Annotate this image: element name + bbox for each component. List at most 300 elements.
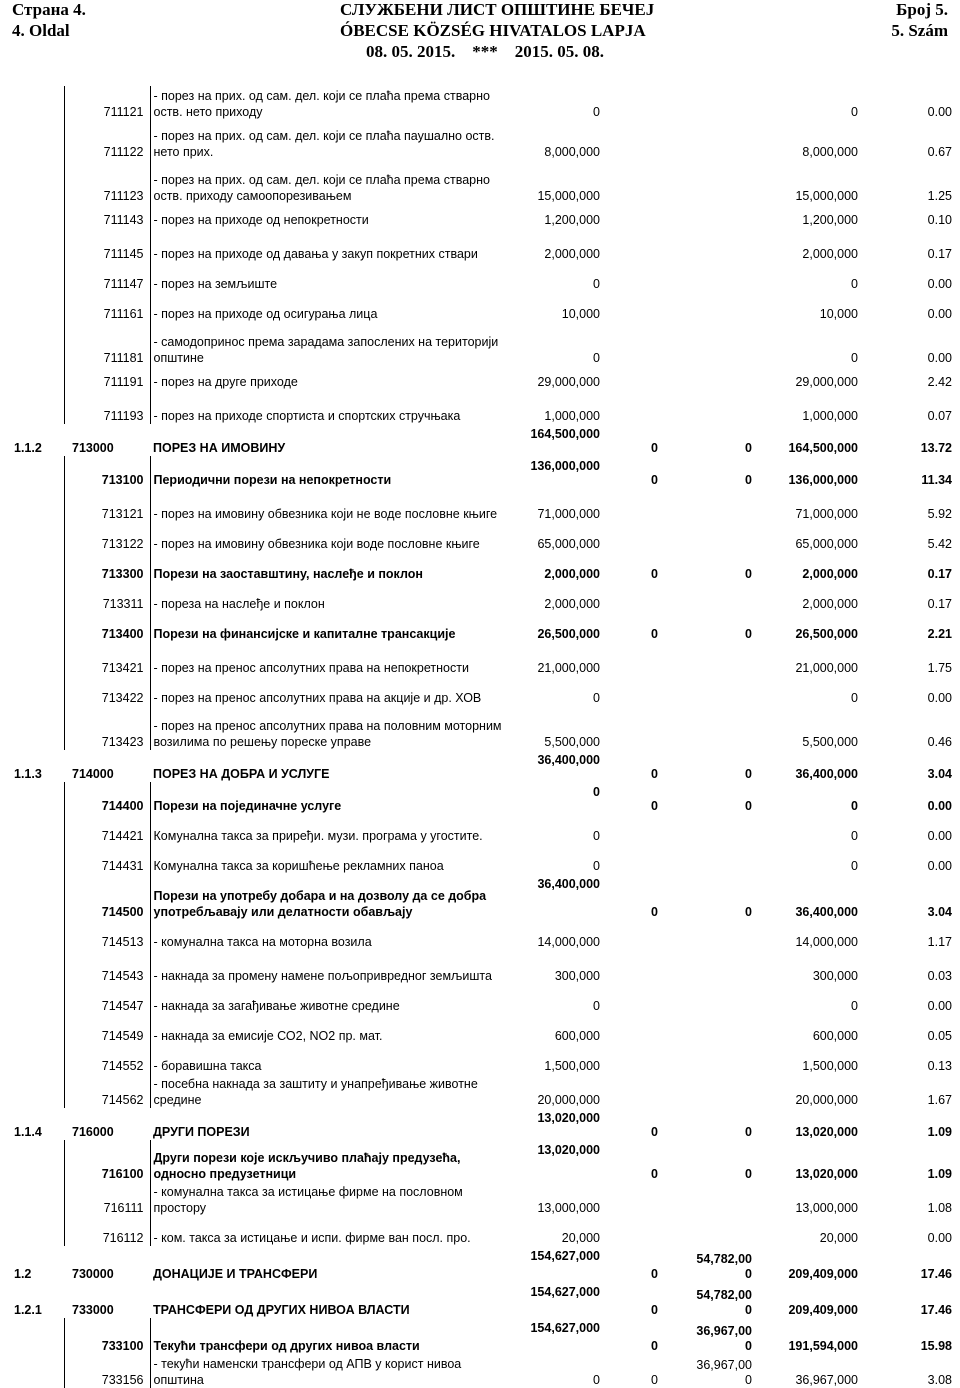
amount-cell: 13,020,000 bbox=[537, 1111, 600, 1125]
table-row bbox=[12, 1044, 954, 1074]
amount-cell: 154,627,000 bbox=[530, 1321, 600, 1335]
gazette-title-sr: СЛУЖБЕНИ ЛИСТ ОПШТИНЕ БЕЧЕЈ bbox=[340, 0, 655, 19]
table-row bbox=[12, 160, 954, 204]
account-code-cell: 711123 bbox=[64, 160, 150, 204]
total-cell: 0 bbox=[851, 105, 858, 119]
amount-2-cell: 0 bbox=[651, 1339, 658, 1353]
amount-2-cell bbox=[602, 160, 662, 204]
account-code-cell: 711181 bbox=[64, 322, 150, 366]
amount-cell: 0 bbox=[593, 859, 600, 873]
section-number-cell bbox=[12, 950, 64, 984]
percent-cell: 3.04 bbox=[927, 767, 952, 781]
amount-3-cell bbox=[662, 706, 754, 750]
amount-cell: 71,000,000 bbox=[537, 507, 600, 521]
table-row bbox=[12, 366, 954, 390]
percent-cell: 0.05 bbox=[927, 1029, 952, 1043]
section-number-cell: 1.1.2 bbox=[14, 441, 42, 455]
section-number-cell bbox=[12, 262, 64, 292]
total-cell: 0 bbox=[851, 351, 858, 365]
description-cell: - порез на приходе спортиста и спортских стручњака bbox=[153, 409, 461, 423]
total-cell: 13,020,000 bbox=[795, 1125, 858, 1139]
amount-2-cell: 0 bbox=[651, 1373, 658, 1387]
percent-cell: 3.08 bbox=[927, 1373, 952, 1387]
section-number-cell: 1.2.1 bbox=[14, 1303, 42, 1317]
percent-cell: 0.00 bbox=[927, 799, 952, 813]
table-row bbox=[12, 1140, 954, 1182]
section-number-cell bbox=[12, 844, 64, 874]
table-row bbox=[12, 424, 954, 456]
account-code-cell: 714431 bbox=[64, 844, 150, 874]
percent-cell: 0.03 bbox=[927, 969, 952, 983]
percent-cell: 5.42 bbox=[927, 537, 952, 551]
section-number-cell bbox=[12, 874, 64, 920]
percent-cell: 0.17 bbox=[927, 247, 952, 261]
total-cell: 13,020,000 bbox=[795, 1167, 858, 1181]
amount-3-cell bbox=[662, 204, 754, 228]
description-cell: Текући трансфери од других нивоа власти bbox=[153, 1339, 420, 1353]
amount-3-cell bbox=[662, 390, 754, 424]
description-cell: Порези на употребу добара и на дозволу да се добра употребљавају или делатности обављају bbox=[153, 889, 487, 919]
percent-cell: 0.67 bbox=[927, 145, 952, 159]
section-number-cell bbox=[12, 522, 64, 552]
account-code-cell: 713421 bbox=[64, 642, 150, 676]
section-number-cell bbox=[12, 1182, 64, 1216]
amount-3-cell bbox=[662, 984, 754, 1014]
description-cell: Комунална такса за коришћење рекламних паноа bbox=[153, 859, 444, 873]
amount-3-cell bbox=[662, 1074, 754, 1108]
total-cell: 8,000,000 bbox=[802, 145, 858, 159]
percent-cell: 13.72 bbox=[920, 441, 952, 455]
section-number-cell: 1.2 bbox=[14, 1267, 32, 1281]
description-cell: ДРУГИ ПОРЕЗИ bbox=[153, 1125, 250, 1139]
account-code-cell: 714000 bbox=[72, 767, 114, 781]
amount-2-cell bbox=[602, 522, 662, 552]
amount-3-cell bbox=[662, 522, 754, 552]
amount-3-cell: 36,967,00 0 bbox=[696, 1358, 752, 1387]
page-header bbox=[0, 0, 960, 82]
section-number-cell: 1.1.4 bbox=[14, 1125, 42, 1139]
section-number-cell bbox=[12, 582, 64, 612]
amount-2-cell bbox=[602, 1074, 662, 1108]
account-code-cell: 713300 bbox=[64, 552, 150, 582]
account-code-cell: 711191 bbox=[64, 366, 150, 390]
amount-3-cell bbox=[662, 292, 754, 322]
amount-cell: 1,000,000 bbox=[544, 409, 600, 423]
total-cell: 0 bbox=[851, 859, 858, 873]
amount-2-cell bbox=[602, 950, 662, 984]
amount-cell: 26,500,000 bbox=[537, 627, 600, 641]
amount-2-cell bbox=[602, 676, 662, 706]
account-code-cell: 713121 bbox=[64, 488, 150, 522]
table-row bbox=[12, 950, 954, 984]
total-cell: 191,594,000 bbox=[788, 1339, 858, 1353]
table-row bbox=[12, 456, 954, 488]
amount-cell: 1,200,000 bbox=[544, 213, 600, 227]
page-number-hu: 4. Oldal bbox=[12, 21, 70, 40]
percent-cell: 0.00 bbox=[927, 1231, 952, 1245]
total-cell: 65,000,000 bbox=[795, 537, 858, 551]
description-cell: - порез на друге приходе bbox=[153, 375, 298, 389]
percent-cell: 17.46 bbox=[920, 1303, 952, 1317]
description-cell: - порез на приходе од осигурања лица bbox=[153, 307, 378, 321]
description-cell: - порез на имовину обвезника који воде пословне књиге bbox=[153, 537, 480, 551]
percent-cell: 0.00 bbox=[927, 277, 952, 291]
table-row bbox=[12, 262, 954, 292]
total-cell: 20,000 bbox=[819, 1231, 858, 1245]
amount-cell: 29,000,000 bbox=[537, 375, 600, 389]
amount-2-cell bbox=[602, 366, 662, 390]
total-cell: 1,500,000 bbox=[802, 1059, 858, 1073]
amount-cell: 5,500,000 bbox=[544, 735, 600, 749]
table-row bbox=[12, 204, 954, 228]
total-cell: 21,000,000 bbox=[795, 661, 858, 675]
total-cell: 20,000,000 bbox=[795, 1093, 858, 1107]
section-number-cell bbox=[12, 228, 64, 262]
amount-2-cell bbox=[602, 390, 662, 424]
amount-2-cell bbox=[602, 292, 662, 322]
account-code-cell: 713122 bbox=[64, 522, 150, 552]
amount-2-cell bbox=[602, 262, 662, 292]
table-row bbox=[12, 1074, 954, 1108]
description-cell: - накнада за загађивање животне средине bbox=[153, 999, 400, 1013]
total-cell: 2,000,000 bbox=[802, 567, 858, 581]
table-row bbox=[12, 86, 954, 120]
percent-cell: 0.00 bbox=[927, 829, 952, 843]
table-row bbox=[12, 706, 954, 750]
amount-cell: 2,000,000 bbox=[544, 567, 600, 581]
total-cell: 0 bbox=[851, 691, 858, 705]
amount-cell: 164,500,000 bbox=[530, 427, 600, 441]
table-row bbox=[12, 120, 954, 160]
amount-3-cell bbox=[662, 676, 754, 706]
total-cell: 26,500,000 bbox=[795, 627, 858, 641]
description-cell: - порез на имовину обвезника који не воде пословне књиге bbox=[153, 507, 498, 521]
amount-3-cell: 54,782,00 0 bbox=[696, 1288, 752, 1317]
description-cell: - порез на приходе од давања у закуп покретних ствари bbox=[153, 247, 478, 261]
description-cell: - накнада за промену намене пољопривредног земљишта bbox=[153, 969, 492, 983]
section-number-cell bbox=[12, 706, 64, 750]
amount-2-cell: 0 bbox=[651, 567, 658, 581]
amount-3-cell: 0 bbox=[745, 627, 752, 641]
description-cell: - порез на прих. од сам. дел. који се плаћа паушално оств. нето прих. bbox=[153, 129, 495, 159]
percent-cell: 5.92 bbox=[927, 507, 952, 521]
amount-3-cell bbox=[662, 582, 754, 612]
amount-3-cell bbox=[662, 160, 754, 204]
amount-cell: 600,000 bbox=[554, 1029, 600, 1043]
description-cell: - порез на пренос апсолутних права на половним моторним возилима по решењу пореске управе bbox=[153, 719, 502, 749]
total-cell: 1,200,000 bbox=[802, 213, 858, 227]
table-row bbox=[12, 1318, 954, 1354]
amount-cell: 20,000 bbox=[561, 1231, 600, 1245]
amount-cell: 14,000,000 bbox=[537, 935, 600, 949]
amount-2-cell: 0 bbox=[651, 1167, 658, 1181]
table-row bbox=[12, 844, 954, 874]
total-cell: 2,000,000 bbox=[802, 597, 858, 611]
section-number-cell bbox=[12, 456, 64, 488]
amount-3-cell: 36,967,00 0 bbox=[696, 1324, 752, 1353]
total-cell: 300,000 bbox=[812, 969, 858, 983]
table-row bbox=[12, 292, 954, 322]
description-cell: - порез на прих. од сам. дел. који се плаћа према стварно оств. нето приходу bbox=[153, 89, 490, 119]
total-cell: 5,500,000 bbox=[802, 735, 858, 749]
amount-2-cell: 0 bbox=[651, 767, 658, 781]
amount-2-cell bbox=[602, 582, 662, 612]
amount-2-cell: 0 bbox=[651, 905, 658, 919]
description-cell: - порез на приходе од непокретности bbox=[153, 213, 369, 227]
section-number-cell bbox=[12, 1044, 64, 1074]
section-number-cell bbox=[12, 390, 64, 424]
description-cell: Комунална такса за приређи. музи. програма у угостите. bbox=[153, 829, 483, 843]
section-number-cell bbox=[12, 488, 64, 522]
account-code-cell: 711143 bbox=[64, 204, 150, 228]
percent-cell: 11.34 bbox=[921, 473, 952, 487]
account-code-cell: 733156 bbox=[64, 1354, 150, 1388]
table-row bbox=[12, 814, 954, 844]
total-cell: 600,000 bbox=[812, 1029, 858, 1043]
account-code-cell: 713100 bbox=[64, 456, 150, 488]
account-code-cell: 711121 bbox=[64, 86, 150, 120]
amount-cell: 0 bbox=[593, 351, 600, 365]
description-cell: ПОРЕЗ НА ДОБРА И УСЛУГЕ bbox=[153, 767, 330, 781]
account-code-cell: 714549 bbox=[64, 1014, 150, 1044]
amount-3-cell: 0 bbox=[745, 473, 752, 487]
amount-cell: 0 bbox=[593, 1373, 600, 1387]
amount-3-cell bbox=[662, 488, 754, 522]
percent-cell: 0.00 bbox=[927, 999, 952, 1013]
total-cell: 15,000,000 bbox=[795, 189, 858, 203]
description-cell: - боравишна такса bbox=[153, 1059, 262, 1073]
description-cell: - самодопринос према зарадама запослених на територији општине bbox=[153, 335, 499, 365]
total-cell: 29,000,000 bbox=[795, 375, 858, 389]
table-row bbox=[12, 322, 954, 366]
section-number-cell bbox=[12, 1014, 64, 1044]
amount-cell: 13,000,000 bbox=[537, 1201, 600, 1215]
amount-3-cell: 0 bbox=[745, 441, 752, 455]
section-number-cell bbox=[12, 984, 64, 1014]
section-number-cell: 1.1.3 bbox=[14, 767, 42, 781]
section-number-cell bbox=[12, 1140, 64, 1182]
percent-cell: 1.17 bbox=[927, 935, 952, 949]
percent-cell: 2.42 bbox=[927, 375, 952, 389]
section-number-cell bbox=[12, 814, 64, 844]
amount-3-cell bbox=[662, 950, 754, 984]
table-row bbox=[12, 676, 954, 706]
description-cell: - порез на земљиште bbox=[153, 277, 278, 291]
percent-cell: 3.04 bbox=[927, 905, 952, 919]
section-number-cell bbox=[12, 120, 64, 160]
description-cell: - пореза на наслеђе и поклон bbox=[153, 597, 325, 611]
percent-cell: 0.00 bbox=[927, 859, 952, 873]
total-cell: 136,000,000 bbox=[788, 473, 858, 487]
percent-cell: 1.08 bbox=[927, 1201, 952, 1215]
amount-cell: 154,627,000 bbox=[530, 1285, 600, 1299]
percent-cell: 0.46 bbox=[927, 735, 952, 749]
amount-cell: 36,400,000 bbox=[537, 753, 600, 767]
issue-number-sr: Број 5. bbox=[896, 0, 948, 19]
amount-3-cell bbox=[662, 120, 754, 160]
amount-cell: 300,000 bbox=[554, 969, 600, 983]
account-code-cell: 733100 bbox=[64, 1318, 150, 1354]
amount-cell: 1,500,000 bbox=[544, 1059, 600, 1073]
section-number-cell bbox=[12, 642, 64, 676]
amount-2-cell bbox=[602, 322, 662, 366]
total-cell: 10,000 bbox=[819, 307, 858, 321]
table-row bbox=[12, 1108, 954, 1140]
amount-2-cell: 0 bbox=[651, 1303, 658, 1317]
account-code-cell: 713000 bbox=[72, 441, 114, 455]
section-number-cell bbox=[12, 552, 64, 582]
percent-cell: 0.17 bbox=[927, 567, 952, 581]
amount-cell: 8,000,000 bbox=[544, 145, 600, 159]
table-row bbox=[12, 1354, 954, 1388]
amount-2-cell bbox=[602, 642, 662, 676]
amount-2-cell: 0 bbox=[651, 1125, 658, 1139]
account-code-cell: 716000 bbox=[72, 1125, 114, 1139]
total-cell: 0 bbox=[851, 799, 858, 813]
amount-2-cell bbox=[602, 844, 662, 874]
amount-cell: 2,000,000 bbox=[544, 597, 600, 611]
account-code-cell: 714552 bbox=[64, 1044, 150, 1074]
description-cell: - ком. такса за истицање и испи. фирме ван посл. про. bbox=[153, 1231, 471, 1245]
percent-cell: 0.00 bbox=[927, 105, 952, 119]
table-row bbox=[12, 642, 954, 676]
account-code-cell: 711161 bbox=[64, 292, 150, 322]
account-code-cell: 714513 bbox=[64, 920, 150, 950]
amount-3-cell: 0 bbox=[745, 767, 752, 781]
description-cell: Други порези које искључиво плаћају предузећа, односно предузетници bbox=[153, 1151, 461, 1181]
table-row bbox=[12, 582, 954, 612]
account-code-cell: 714547 bbox=[64, 984, 150, 1014]
percent-cell: 17.46 bbox=[920, 1267, 952, 1281]
amount-3-cell: 0 bbox=[745, 1167, 752, 1181]
amount-3-cell: 0 bbox=[745, 905, 752, 919]
table-row bbox=[12, 612, 954, 642]
total-cell: 2,000,000 bbox=[802, 247, 858, 261]
section-number-cell bbox=[12, 366, 64, 390]
amount-3-cell bbox=[662, 844, 754, 874]
account-code-cell: 716112 bbox=[64, 1216, 150, 1246]
account-code-cell: 713423 bbox=[64, 706, 150, 750]
table-row bbox=[12, 984, 954, 1014]
account-code-cell: 711147 bbox=[64, 262, 150, 292]
amount-cell: 0 bbox=[593, 105, 600, 119]
table-row bbox=[12, 782, 954, 814]
account-code-cell: 713400 bbox=[64, 612, 150, 642]
amount-cell: 21,000,000 bbox=[537, 661, 600, 675]
description-cell: Порези на појединачне услуге bbox=[153, 799, 342, 813]
amount-2-cell bbox=[602, 204, 662, 228]
table-row bbox=[12, 1216, 954, 1246]
amount-cell: 0 bbox=[593, 277, 600, 291]
account-code-cell: 711193 bbox=[64, 390, 150, 424]
percent-cell: 1.25 bbox=[927, 189, 952, 203]
issue-date: 08. 05. 2015. *** 2015. 05. 08. bbox=[366, 42, 604, 61]
amount-cell: 0 bbox=[593, 785, 600, 799]
description-cell: - накнада за емисије СО2, NO2 пр. мат. bbox=[153, 1029, 383, 1043]
amount-2-cell bbox=[602, 86, 662, 120]
amount-2-cell bbox=[602, 1182, 662, 1216]
description-cell: ТРАНСФЕРИ ОД ДРУГИХ НИВОА ВЛАСТИ bbox=[153, 1303, 410, 1317]
percent-cell: 0.13 bbox=[927, 1059, 952, 1073]
total-cell: 0 bbox=[851, 277, 858, 291]
total-cell: 36,400,000 bbox=[795, 905, 858, 919]
table-row bbox=[12, 488, 954, 522]
section-number-cell bbox=[12, 1216, 64, 1246]
table-row bbox=[12, 920, 954, 950]
section-number-cell bbox=[12, 160, 64, 204]
table-row bbox=[12, 1246, 954, 1282]
amount-cell: 36,400,000 bbox=[537, 877, 600, 891]
amount-3-cell bbox=[662, 322, 754, 366]
description-cell: ДОНАЦИЈЕ И ТРАНСФЕРИ bbox=[153, 1267, 318, 1281]
description-cell: - комунална такса за истицање фирме на пословном простору bbox=[153, 1185, 463, 1215]
percent-cell: 2.21 bbox=[927, 627, 952, 641]
description-cell: - порез на пренос апсолутних права на акције и др. ХОВ bbox=[153, 691, 482, 705]
description-cell: - посебна накнада за заштиту и унапређивање животне средине bbox=[153, 1077, 478, 1107]
amount-2-cell bbox=[602, 814, 662, 844]
description-cell: - текући наменски трансфери од АПВ у корист нивоа општина bbox=[153, 1357, 462, 1387]
amount-2-cell: 0 bbox=[651, 627, 658, 641]
amount-3-cell: 0 bbox=[745, 799, 752, 813]
description-cell: Порези на финансијске и капиталне трансакције bbox=[153, 627, 456, 641]
table-row bbox=[12, 1282, 954, 1318]
section-number-cell bbox=[12, 1074, 64, 1108]
budget-table-body bbox=[12, 86, 954, 1388]
amount-3-cell bbox=[662, 1216, 754, 1246]
amount-2-cell bbox=[602, 920, 662, 950]
amount-cell: 13,020,000 bbox=[537, 1143, 600, 1157]
gazette-title-hu: ÓBECSE KÖZSÉG HIVATALOS LAPJA bbox=[340, 21, 646, 40]
account-code-cell: 714400 bbox=[64, 782, 150, 814]
budget-table bbox=[12, 86, 955, 1388]
amount-2-cell bbox=[602, 1044, 662, 1074]
section-number-cell bbox=[12, 920, 64, 950]
description-cell: - порез на прих. од сам. дел. који се плаћа према стварно оств. приходу самоопорезивањем bbox=[153, 173, 490, 203]
table-row bbox=[12, 552, 954, 582]
amount-2-cell bbox=[602, 488, 662, 522]
amount-2-cell: 0 bbox=[651, 1267, 658, 1281]
account-code-cell: 711145 bbox=[64, 228, 150, 262]
amount-2-cell: 0 bbox=[651, 441, 658, 455]
table-row bbox=[12, 522, 954, 552]
amount-2-cell: 0 bbox=[651, 799, 658, 813]
percent-cell: 0.00 bbox=[927, 307, 952, 321]
section-number-cell bbox=[12, 676, 64, 706]
amount-3-cell bbox=[662, 86, 754, 120]
amount-2-cell bbox=[602, 706, 662, 750]
issue-number-hu: 5. Szám bbox=[891, 21, 948, 40]
percent-cell: 0.00 bbox=[927, 691, 952, 705]
page-number-sr: Страна 4. bbox=[12, 0, 86, 19]
amount-cell: 0 bbox=[593, 829, 600, 843]
account-code-cell: 716100 bbox=[64, 1140, 150, 1182]
percent-cell: 0.17 bbox=[927, 597, 952, 611]
amount-3-cell bbox=[662, 814, 754, 844]
total-cell: 0 bbox=[851, 999, 858, 1013]
total-cell: 164,500,000 bbox=[788, 441, 858, 455]
section-number-cell bbox=[12, 86, 64, 120]
total-cell: 36,967,000 bbox=[795, 1373, 858, 1387]
total-cell: 14,000,000 bbox=[795, 935, 858, 949]
total-cell: 13,000,000 bbox=[795, 1201, 858, 1215]
section-number-cell bbox=[12, 292, 64, 322]
total-cell: 36,400,000 bbox=[795, 767, 858, 781]
amount-3-cell bbox=[662, 920, 754, 950]
amount-3-cell: 0 bbox=[745, 567, 752, 581]
account-code-cell: 716111 bbox=[64, 1182, 150, 1216]
amount-cell: 10,000 bbox=[561, 307, 600, 321]
amount-2-cell bbox=[602, 984, 662, 1014]
